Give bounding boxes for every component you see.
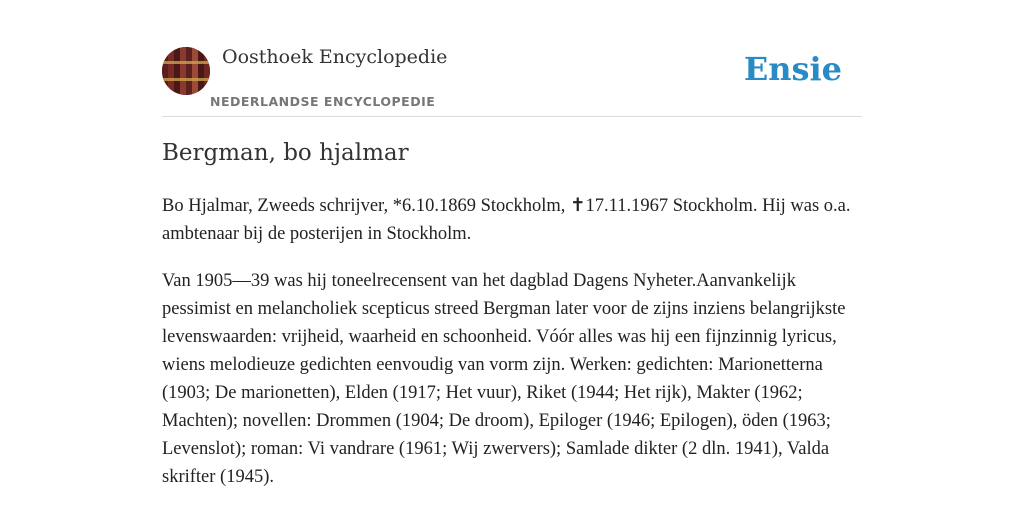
article-paragraph: Van 1905—39 was hij toneelrecensent van het dagblad Dagens Nyheter.Aanvankelijk pessimist en melancholiek scepticus streed Bergman later voor de zijns inziens belangrijkste levenswaarden: vrijheid, waarheid en schoonheid. Vóór alles was hij een fijnzinnig lyricus, wiens melodieuze gedichten eenvoudig van vorm zijn. Werken: gedichten: Marionetterna (1903; De marionetten), Elden (1917; Het vuur), Riket (1944; Het rijk), Makter (1962; Machten); novellen: Drommen (1904; De droom), Epiloger (1946; Epilogen), öden (1963; Levenslot); roman: Vi vandrare (1961; Wij zwervers); Samlade dikter (2 dln. 1941), Valda skrifter (1945). (162, 271, 846, 487)
article-paragraph: Bo Hjalmar, Zweeds schrijver, *6.10.1869 Stockholm, ✝17.11.1967 Stockholm. Hij was o.a. ambtenaar bij de posterijen in Stockholm. (162, 196, 851, 244)
site-subtitle: NEDERLANDSE ENCYCLOPEDIE (210, 94, 436, 109)
brand-logo-link[interactable]: Ensie (743, 50, 842, 88)
article-title: Bergman, bo hjalmar (162, 140, 409, 166)
site-logo-avatar[interactable] (162, 47, 210, 95)
book-band (162, 61, 210, 64)
site-title-link[interactable]: Oosthoek Encyclopedie (222, 46, 448, 68)
site-header (162, 0, 862, 117)
book-band (162, 78, 210, 81)
bookshelf-icon (162, 47, 210, 95)
